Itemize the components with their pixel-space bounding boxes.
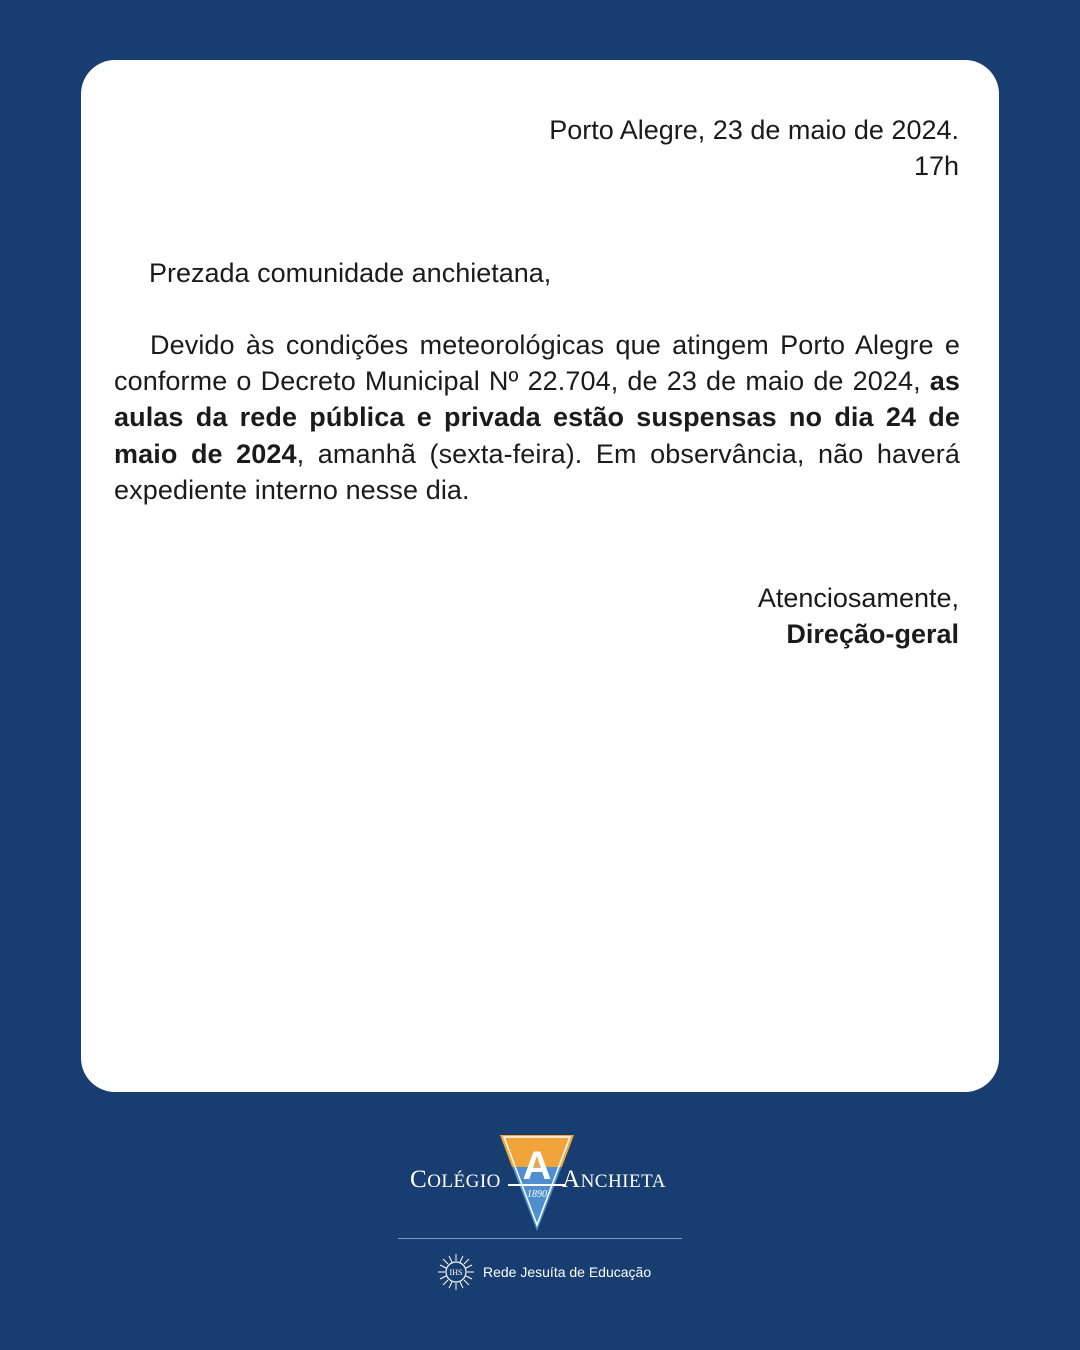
closing [758,580,959,652]
time: 17h [913,151,959,181]
letter-body [114,327,960,508]
ihs-sun-icon [437,1253,475,1291]
network-label: Rede Jesuíta de Educação [483,1264,652,1280]
body-part-2: , amanhã (sexta-feira). Em observância, não haverá expediente interno nesse dia. [114,438,961,505]
greeting: Prezada comunidade anchietana, [149,258,552,288]
dateline [549,112,959,184]
closing-text: Atenciosamente, [757,583,959,613]
shield-letter: A [522,1144,552,1188]
rede-jesuita [437,1252,651,1292]
body-bold: as aulas da rede pública e privada estão suspensas no dia 24 de maio de 2024 [114,366,960,469]
logo-right-word: ANCHIETA [562,1166,666,1193]
logo-left-word: COLÉGIO [410,1166,501,1193]
letter-card [81,60,999,1092]
signature: Direção-geral [786,619,959,649]
place-date: Porto Alegre, 23 de maio de 2024. [549,115,959,145]
shield-year: 1890 [527,1189,547,1200]
colegio-anchieta-logo [0,1130,1080,1240]
body-part-1: Devido às condições meteorológicas que atingem Porto Alegre e conforme o Decreto Municipal Nº 22.704, de 23 de maio de 2024, [114,330,960,397]
footer-divider [398,1238,682,1239]
svg-text:IHS: IHS [449,1268,463,1277]
